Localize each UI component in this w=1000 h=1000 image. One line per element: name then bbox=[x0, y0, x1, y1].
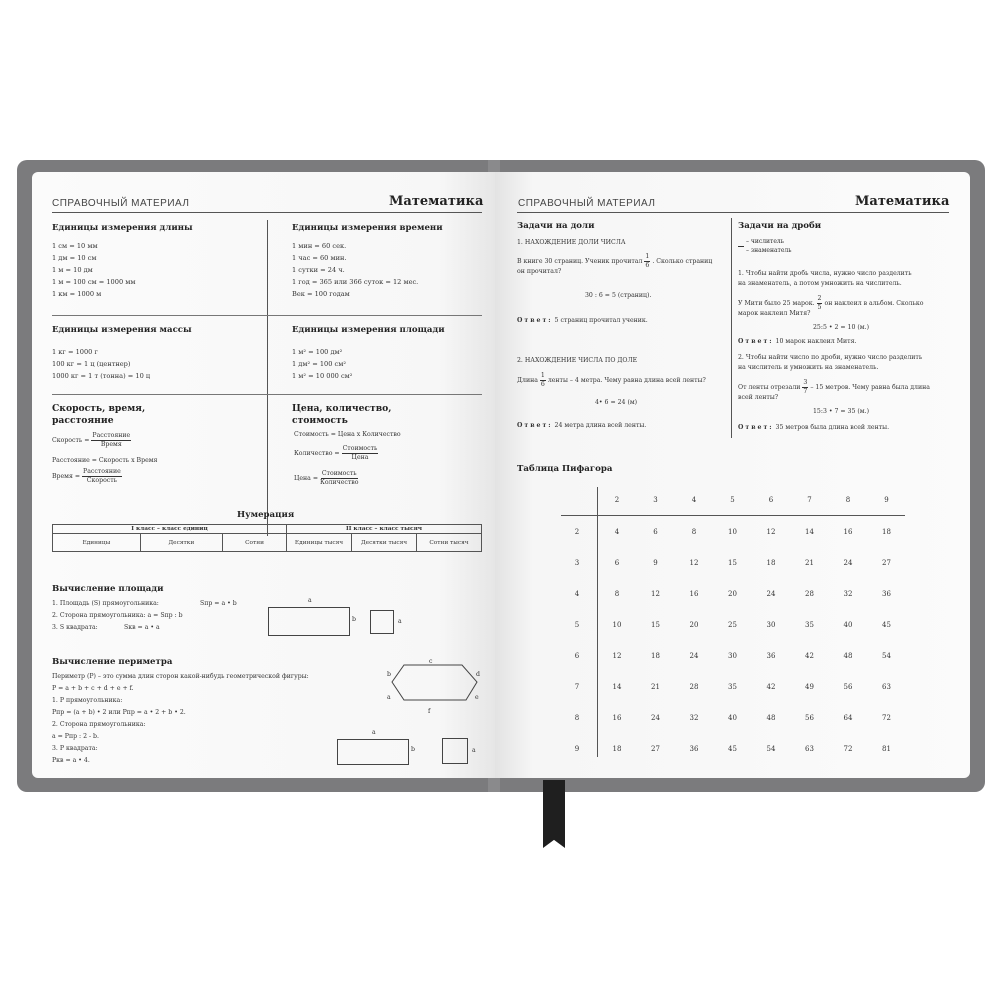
hexagon-label: d bbox=[476, 671, 480, 678]
answer-label: Ответ: bbox=[517, 422, 553, 429]
table-cell: 18 bbox=[766, 559, 776, 567]
denominator: 5 bbox=[817, 304, 822, 311]
table-cell: 18 bbox=[651, 652, 660, 660]
table-cell: 32 bbox=[843, 590, 853, 598]
table-cell: 6 bbox=[653, 528, 658, 536]
area-calc-line: 1. Площадь (S) прямоугольника: bbox=[52, 600, 159, 607]
page-header-label: СПРАВОЧНЫЙ МАТЕРИАЛ bbox=[52, 198, 190, 209]
table-cell: 16 bbox=[689, 590, 699, 598]
speed-formula bbox=[52, 432, 131, 449]
table-cell: 42 bbox=[805, 652, 814, 660]
speed-heading: расстояние bbox=[52, 415, 114, 426]
header-rule bbox=[517, 212, 949, 213]
table-cell: 48 bbox=[843, 652, 853, 660]
area-calc-formula: Sкв = a • a bbox=[124, 624, 160, 631]
fraction bbox=[802, 379, 808, 396]
problem-text: Длина bbox=[517, 377, 538, 384]
table-cell: 28 bbox=[805, 590, 814, 598]
table-cell: 10 bbox=[612, 621, 622, 629]
table-cell: 21 bbox=[805, 559, 814, 567]
answer bbox=[738, 424, 889, 431]
numerator: 3 bbox=[803, 379, 808, 386]
table-cell: 42 bbox=[766, 683, 776, 691]
rectangle-figure bbox=[268, 607, 350, 636]
speed-heading: Скорость, время, bbox=[52, 403, 146, 414]
numerator: 1 bbox=[540, 372, 545, 379]
table-cell: Единицы тысяч bbox=[287, 534, 352, 552]
area-calc-heading: Вычисление площади bbox=[52, 584, 164, 594]
table-cell: 25 bbox=[728, 621, 737, 629]
table-cell: 35 bbox=[728, 683, 737, 691]
row-header: 2 bbox=[574, 528, 580, 536]
table-cell: 24 bbox=[766, 590, 776, 598]
numerator: 1 bbox=[645, 253, 650, 260]
problem-text: У Мити было 25 марок. bbox=[738, 300, 815, 307]
column-header: 2 bbox=[614, 496, 620, 504]
side-label: a bbox=[372, 729, 376, 736]
class-header: I класс – класс единиц bbox=[53, 525, 287, 534]
column-header: 4 bbox=[691, 496, 697, 504]
table-cell: 20 bbox=[728, 590, 737, 598]
shares-problem bbox=[517, 372, 706, 389]
table-cell: 48 bbox=[766, 714, 776, 722]
perimeter-heading: Вычисление периметра bbox=[52, 657, 173, 667]
time-line: 1 час = 60 мин. bbox=[292, 254, 347, 262]
fractions-rule: 2. Чтобы найти число по дроби, нужно число разделить bbox=[738, 354, 923, 361]
shares-problem: он прочитал? bbox=[517, 268, 562, 275]
area-line: 1 м² = 10 000 см² bbox=[292, 372, 353, 380]
numerator: Расстояние bbox=[92, 432, 131, 439]
shares-calc: 4• 6 = 24 (м) bbox=[595, 399, 638, 406]
page-header-label: СПРАВОЧНЫЙ МАТЕРИАЛ bbox=[518, 198, 656, 209]
page-title: Математика bbox=[855, 194, 950, 209]
row-header: 5 bbox=[574, 621, 580, 629]
table-cell: 14 bbox=[612, 683, 622, 691]
answer bbox=[738, 338, 856, 345]
denominator: Количество bbox=[320, 479, 359, 486]
price-heading: Цена, количество, bbox=[292, 403, 392, 414]
shares-subheading: 1. НАХОЖДЕНИЕ ДОЛИ ЧИСЛА bbox=[517, 239, 626, 246]
answer-label: Ответ: bbox=[738, 338, 774, 345]
left-page bbox=[32, 172, 495, 778]
formula-label: Цена = bbox=[294, 475, 319, 482]
denominator: 6 bbox=[645, 262, 650, 269]
length-line: 1 дм = 10 см bbox=[52, 254, 97, 262]
time-formula bbox=[52, 468, 122, 485]
formula-label: Количество = bbox=[294, 450, 340, 457]
numerator: Стоимость bbox=[321, 470, 357, 477]
fraction bbox=[82, 468, 122, 485]
row-header: 9 bbox=[574, 745, 580, 753]
table-cell: 36 bbox=[689, 745, 699, 753]
fraction bbox=[320, 470, 358, 487]
numerator: Стоимость bbox=[342, 445, 378, 452]
problem-text: В книге 30 страниц. Ученик прочитал bbox=[517, 258, 643, 265]
fraction bbox=[644, 253, 650, 270]
column-header: 7 bbox=[807, 496, 812, 504]
header-rule bbox=[52, 212, 482, 213]
shares-heading: Задачи на доли bbox=[517, 221, 595, 231]
column-header: 5 bbox=[730, 496, 735, 504]
problem-text: ленты – 4 метра. Чему равна длина всей ленты? bbox=[547, 377, 706, 384]
numerator: 2 bbox=[817, 295, 822, 302]
problem-text: – 15 метров. Чему равна была длина bbox=[810, 384, 930, 391]
table-cell: 4 bbox=[614, 528, 620, 536]
formula-label: Время = bbox=[52, 473, 81, 480]
table-cell: Сотни bbox=[223, 534, 287, 552]
mass-heading: Единицы измерения массы bbox=[52, 325, 192, 335]
fractions-heading: Задачи на дроби bbox=[738, 221, 822, 231]
table-cell: 63 bbox=[805, 745, 814, 753]
column-header: 6 bbox=[768, 496, 774, 504]
square-figure bbox=[370, 610, 394, 634]
denominator: Скорость bbox=[86, 477, 118, 484]
hexagon-figure bbox=[382, 660, 482, 720]
row-header: 3 bbox=[574, 559, 580, 567]
numeration-heading: Нумерация bbox=[237, 510, 295, 520]
row-header: 4 bbox=[574, 590, 580, 598]
table-cell: 6 bbox=[614, 559, 620, 567]
column-divider bbox=[731, 218, 732, 438]
answer-text: 24 метра длина всей ленты. bbox=[554, 422, 647, 429]
table-cell: Единицы bbox=[53, 534, 141, 552]
perimeter-line: 3. P квадрата: bbox=[52, 745, 98, 752]
perimeter-line: a = Pпр : 2 - b. bbox=[52, 733, 99, 740]
table-cell: 15 bbox=[728, 559, 737, 567]
time-line: 1 мин = 60 сек. bbox=[292, 242, 347, 250]
table-cell: 56 bbox=[805, 714, 814, 722]
side-label: b bbox=[352, 616, 356, 623]
table-cell: Сотни тысяч bbox=[417, 534, 482, 552]
fractions-rule: 1. Чтобы найти дробь числа, нужно число разделить bbox=[738, 270, 912, 277]
row-divider bbox=[52, 315, 482, 316]
fraction bbox=[342, 445, 379, 462]
fractions-calc: 15:3 • 7 = 35 (м.) bbox=[813, 408, 869, 415]
table-cell: 28 bbox=[689, 683, 699, 691]
table-cell: 36 bbox=[882, 590, 891, 598]
hexagon-label: f bbox=[428, 708, 431, 715]
problem-text: От ленты отрезали bbox=[738, 384, 801, 391]
length-line: 1 см = 10 мм bbox=[52, 242, 98, 250]
table-cell: 27 bbox=[882, 559, 891, 567]
answer-label: Ответ: bbox=[517, 317, 553, 324]
mass-line: 100 кг = 1 ц (центнер) bbox=[52, 360, 131, 368]
mass-line: 1 кг = 1000 г bbox=[52, 348, 98, 356]
answer bbox=[517, 422, 646, 429]
table-cell: 9 bbox=[653, 559, 658, 567]
table-cell: 30 bbox=[728, 652, 737, 660]
answer-text: 10 марок наклеил Митя. bbox=[775, 338, 857, 345]
side-label: b bbox=[411, 746, 415, 753]
perimeter-line: Pпр = (a + b) • 2 или Pпр = a • 2 + b • 2. bbox=[52, 709, 186, 716]
length-line: 1 м = 10 дм bbox=[52, 266, 93, 274]
table-cell: 81 bbox=[882, 745, 891, 753]
row-divider bbox=[52, 394, 482, 395]
numerator: Расстояние bbox=[83, 468, 121, 475]
table-cell: 12 bbox=[612, 652, 622, 660]
side-label: a bbox=[398, 618, 402, 625]
denominator: 6 bbox=[540, 381, 545, 388]
class-header: II класс – класс тысяч bbox=[287, 525, 482, 534]
shares-calc: 30 : 6 = 5 (страниц). bbox=[585, 292, 652, 299]
answer-label: Ответ: bbox=[738, 424, 774, 431]
table-cell: 72 bbox=[882, 714, 891, 722]
table-cell: 18 bbox=[882, 528, 891, 536]
hexagon-label: c bbox=[429, 658, 433, 665]
table-cell: 54 bbox=[882, 652, 891, 660]
numeration-table bbox=[52, 524, 482, 552]
table-cell: 35 bbox=[805, 621, 814, 629]
table-cell: 40 bbox=[843, 621, 853, 629]
pythagoras-heading: Таблица Пифагора bbox=[517, 464, 613, 474]
length-line: 1 м = 100 см = 1000 мм bbox=[52, 278, 136, 286]
fractions-problem: марок наклеил Митя? bbox=[738, 310, 811, 317]
time-line: Век = 100 годам bbox=[292, 290, 350, 298]
area-units-heading: Единицы измерения площади bbox=[292, 325, 445, 335]
fraction bbox=[540, 372, 546, 389]
table-cell: 40 bbox=[728, 714, 737, 722]
problem-text: . Сколько страниц bbox=[652, 258, 713, 265]
answer bbox=[517, 317, 648, 324]
table-cell: 56 bbox=[843, 683, 853, 691]
formula-label: Скорость = bbox=[52, 437, 90, 444]
table-cell: 21 bbox=[651, 683, 660, 691]
table-cell: 30 bbox=[766, 621, 776, 629]
side-label: a bbox=[308, 597, 312, 604]
hexagon-label: b bbox=[387, 671, 391, 678]
table-cell: 24 bbox=[843, 559, 853, 567]
table-cell: 12 bbox=[766, 528, 776, 536]
fraction bbox=[817, 295, 823, 312]
table-cell: 16 bbox=[612, 714, 622, 722]
right-page bbox=[495, 172, 970, 778]
fractions-rule: на числитель и умножить на знаменатель. bbox=[738, 364, 879, 371]
table-cell: 54 bbox=[766, 745, 776, 753]
table-cell: 49 bbox=[805, 683, 814, 691]
table-cell: 8 bbox=[614, 590, 620, 598]
fractions-problem: всей ленты? bbox=[738, 394, 779, 401]
perimeter-rectangle-figure bbox=[337, 739, 409, 765]
answer-text: 5 страниц прочитал ученик. bbox=[554, 317, 648, 324]
table-cell: 24 bbox=[651, 714, 660, 722]
time-heading: Единицы измерения времени bbox=[292, 223, 443, 233]
price-heading: стоимость bbox=[292, 415, 348, 426]
denominator: Время bbox=[100, 441, 122, 448]
bookmark-ribbon bbox=[543, 780, 565, 848]
time-line: 1 сутки = 24 ч. bbox=[292, 266, 345, 274]
table-cell: 10 bbox=[728, 528, 737, 536]
hexagon-label: a bbox=[387, 694, 391, 701]
table-cell: 32 bbox=[689, 714, 699, 722]
column-header: 3 bbox=[653, 496, 658, 504]
length-line: 1 км = 1000 м bbox=[52, 290, 102, 298]
quantity-formula bbox=[294, 445, 378, 462]
area-calc-line: 2. Сторона прямоугольника: a = Sпр : b bbox=[52, 612, 183, 619]
table-cell: 20 bbox=[689, 621, 699, 629]
table-cell: 45 bbox=[882, 621, 891, 629]
table-cell: 24 bbox=[689, 652, 699, 660]
time-line: 1 год = 365 или 366 суток = 12 мес. bbox=[292, 278, 419, 286]
hexagon-label: e bbox=[475, 694, 479, 701]
side-label: a bbox=[472, 747, 476, 754]
table-cell: Десятки тысяч bbox=[352, 534, 417, 552]
table-cell: 64 bbox=[843, 714, 853, 722]
row-header: 7 bbox=[574, 683, 580, 691]
table-vertical-axis bbox=[597, 487, 598, 757]
perimeter-line: P = a + b + c + d + e + f. bbox=[52, 685, 134, 692]
table-cell: 18 bbox=[612, 745, 622, 753]
legend-denominator: – знаменатель bbox=[746, 247, 792, 254]
table-cell: 45 bbox=[728, 745, 737, 753]
length-heading: Единицы измерения длины bbox=[52, 223, 193, 233]
denominator: Цена bbox=[351, 454, 369, 461]
table-cell: 14 bbox=[805, 528, 814, 536]
column-header: 8 bbox=[845, 496, 851, 504]
fractions-rule: на знаменатель, а потом умножить на числитель. bbox=[738, 280, 902, 287]
perimeter-square-figure bbox=[442, 738, 468, 764]
cost-formula: Стоимость = Цена х Количество bbox=[294, 431, 401, 438]
row-header: 8 bbox=[574, 714, 580, 722]
denominator: 7 bbox=[803, 388, 808, 395]
perimeter-line: 1. P прямоугольника: bbox=[52, 697, 123, 704]
perimeter-line: 2. Сторона прямоугольника: bbox=[52, 721, 146, 728]
fraction-legend bbox=[738, 238, 792, 255]
column-divider bbox=[267, 220, 268, 536]
table-cell: 72 bbox=[843, 745, 853, 753]
answer-text: 35 метров была длина всей ленты. bbox=[775, 424, 890, 431]
page-title: Математика bbox=[389, 194, 484, 209]
table-cell: 16 bbox=[843, 528, 853, 536]
legend-numerator: – числитель bbox=[746, 238, 784, 245]
column-header: 9 bbox=[884, 496, 889, 504]
table-cell: Десятки bbox=[140, 534, 222, 552]
problem-text: он наклеил в альбом. Сколько bbox=[824, 300, 924, 307]
area-line: 1 дм² = 100 см² bbox=[292, 360, 346, 368]
table-cell: 12 bbox=[651, 590, 660, 598]
table-cell: 12 bbox=[689, 559, 699, 567]
table-cell: 8 bbox=[691, 528, 697, 536]
area-calc-line: 3. S квадрата: bbox=[52, 624, 98, 631]
price-formula bbox=[294, 470, 358, 487]
shares-subheading: 2. НАХОЖДЕНИЕ ЧИСЛА ПО ДОЛЕ bbox=[517, 357, 638, 364]
table-horizontal-axis bbox=[561, 515, 905, 516]
table-cell: 36 bbox=[766, 652, 776, 660]
fraction bbox=[91, 432, 131, 449]
fractions-calc: 25:5 • 2 = 10 (м.) bbox=[813, 324, 869, 331]
perimeter-line: Периметр (P) – это сумма длин сторон какой-нибудь геометрической фигуры: bbox=[52, 673, 309, 680]
table-cell: 27 bbox=[651, 745, 660, 753]
area-calc-formula: Sпр = a • b bbox=[200, 600, 237, 607]
table-cell: 15 bbox=[651, 621, 660, 629]
perimeter-line: Pкв = a • 4. bbox=[52, 757, 90, 764]
mass-line: 1000 кг = 1 т (тонна) = 10 ц bbox=[52, 372, 151, 380]
table-cell: 63 bbox=[882, 683, 891, 691]
area-line: 1 м² = 100 дм² bbox=[292, 348, 343, 356]
distance-formula: Расстояние = Скорость х Время bbox=[52, 457, 158, 464]
row-header: 6 bbox=[574, 652, 580, 660]
